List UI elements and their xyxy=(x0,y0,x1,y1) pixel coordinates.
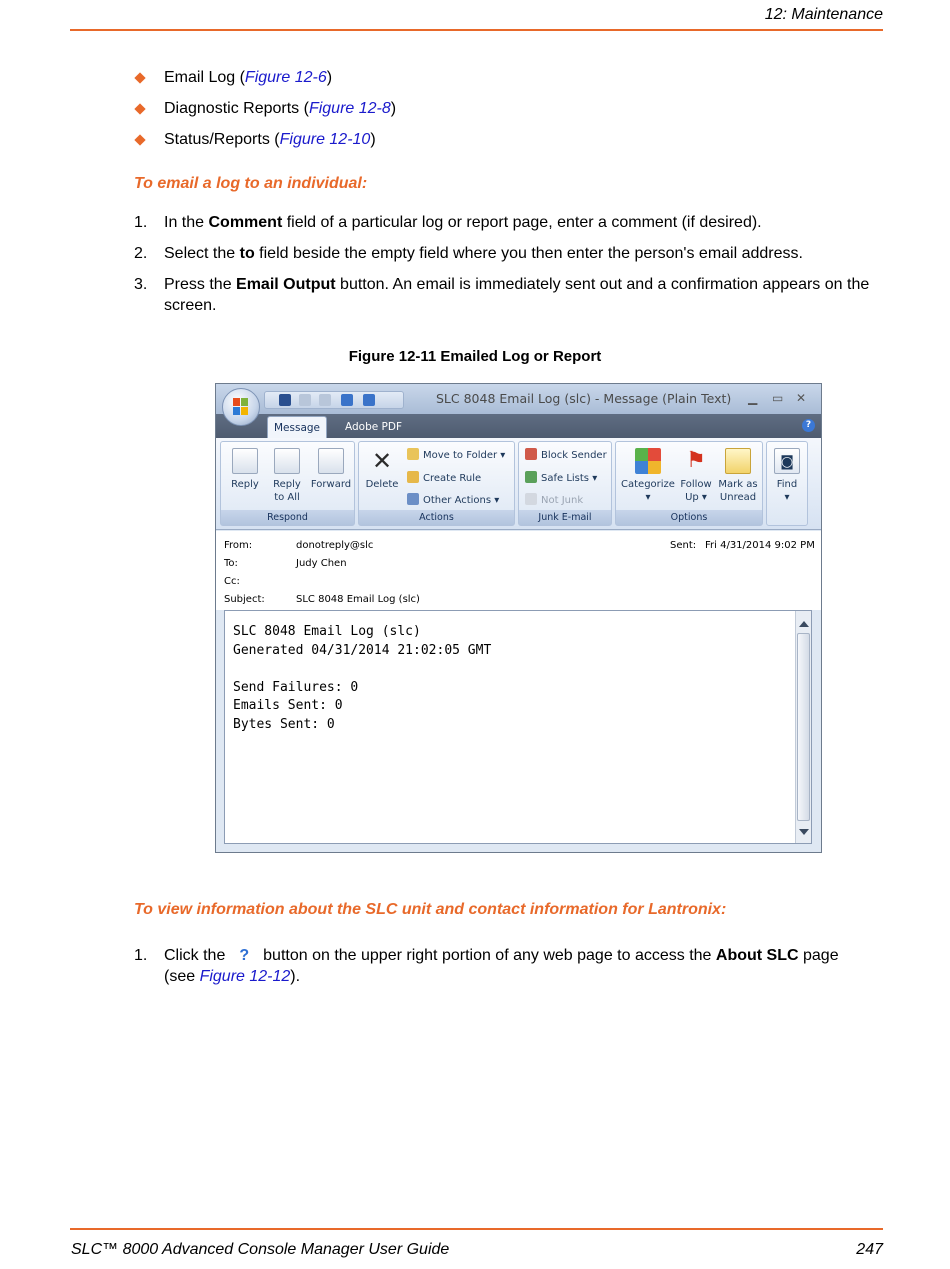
body-line: Generated 04/31/2014 21:02:05 GMT xyxy=(233,643,492,658)
window-titlebar xyxy=(216,384,821,414)
group-label: Options xyxy=(616,510,762,525)
safe-lists-button[interactable]: Safe Lists ▾ xyxy=(525,471,597,484)
undo-icon[interactable] xyxy=(299,394,311,406)
save-icon[interactable] xyxy=(279,394,291,406)
vertical-scrollbar[interactable] xyxy=(795,611,811,843)
group-label: Respond xyxy=(221,510,354,525)
group-find xyxy=(766,441,808,526)
message-body[interactable] xyxy=(224,610,812,844)
message-header xyxy=(216,531,821,610)
subject-value: SLC 8048 Email Log (slc) xyxy=(296,594,420,605)
block-sender-button[interactable]: Block Sender xyxy=(525,448,607,461)
maximize-icon[interactable]: ▭ xyxy=(772,391,784,405)
page-number: 247 xyxy=(856,1241,883,1258)
sent-value: Fri 4/31/2014 9:02 PM xyxy=(705,540,815,551)
to-value: Judy Chen xyxy=(296,558,347,569)
chapter-header: 12: Maintenance xyxy=(764,6,883,23)
tab-message[interactable]: Message xyxy=(267,416,327,438)
other-actions-button[interactable]: Other Actions ▾ xyxy=(407,493,499,506)
minimize-icon[interactable]: ▁ xyxy=(748,391,758,405)
ribbon xyxy=(216,438,821,530)
scroll-up-icon[interactable] xyxy=(799,621,809,627)
cc-label: Cc: xyxy=(224,576,240,587)
move-to-folder-button[interactable]: Move to Folder ▾ xyxy=(407,448,505,461)
forward-button[interactable]: Forward xyxy=(309,448,353,491)
reply-button[interactable]: Reply xyxy=(227,448,263,491)
sent-label: Sent: xyxy=(670,540,697,551)
forward-icon xyxy=(318,448,344,474)
delete-button[interactable]: ✕ Delete xyxy=(365,447,399,490)
email-message-screenshot xyxy=(215,383,822,853)
create-rule-button[interactable]: Create Rule xyxy=(407,471,481,484)
from-label: From: xyxy=(224,540,253,551)
reply-all-icon xyxy=(274,448,300,474)
categorize-icon xyxy=(635,448,661,474)
figure-link[interactable]: Figure 12-10 xyxy=(279,131,371,148)
folder-icon xyxy=(407,448,419,460)
group-label: Actions xyxy=(359,510,514,525)
not-junk-button[interactable]: Not Junk xyxy=(525,493,583,506)
group-junk-email xyxy=(518,441,612,526)
body-line: Emails Sent: 0 xyxy=(233,698,343,713)
figure-link[interactable]: Figure 12-6 xyxy=(244,69,327,86)
group-label: Junk E-mail xyxy=(519,510,611,525)
scroll-down-icon[interactable] xyxy=(799,829,809,835)
quick-access-toolbar xyxy=(264,391,404,409)
office-button[interactable] xyxy=(222,388,260,426)
close-icon[interactable]: ✕ xyxy=(796,391,807,405)
scroll-thumb[interactable] xyxy=(797,633,810,821)
not-junk-icon xyxy=(525,493,537,505)
footer-rule xyxy=(70,1228,883,1230)
bullet-diamond-icon xyxy=(134,103,145,114)
header-rule xyxy=(70,29,883,31)
office-logo-icon xyxy=(233,398,249,416)
help-icon[interactable]: ? xyxy=(802,419,815,432)
previous-icon[interactable] xyxy=(341,394,353,406)
figure-link[interactable]: Figure 12-8 xyxy=(308,100,391,117)
subject-label: Subject: xyxy=(224,594,265,605)
figure-link[interactable]: Figure 12-12 xyxy=(199,968,291,985)
from-value: donotreply@slc xyxy=(296,540,374,551)
figure-caption: Figure 12-11 Emailed Log or Report xyxy=(348,348,602,365)
body-line: Send Failures: 0 xyxy=(233,680,359,695)
window-title: SLC 8048 Email Log (slc) - Message (Plain Text) xyxy=(436,391,732,406)
flag-icon: ⚑ xyxy=(686,448,706,473)
body-line: SLC 8048 Email Log (slc) xyxy=(233,624,421,639)
bullet-diamond-icon xyxy=(134,72,145,83)
block-sender-icon xyxy=(525,448,537,460)
footer-title: SLC™ 8000 Advanced Console Manager User Guide xyxy=(71,1241,450,1258)
delete-x-icon: ✕ xyxy=(371,447,393,475)
group-respond xyxy=(220,441,355,526)
follow-up-button[interactable]: ⚑ Follow Up ▾ xyxy=(680,448,712,503)
procedure-heading: To view information about the SLC unit and contact information for Lantronix: xyxy=(134,901,727,918)
ribbon-tabbar xyxy=(216,414,821,438)
body-line: Bytes Sent: 0 xyxy=(233,717,335,732)
reply-all-button[interactable]: Reply to All xyxy=(269,448,305,504)
envelope-icon xyxy=(725,448,751,474)
group-actions xyxy=(358,441,515,526)
redo-icon[interactable] xyxy=(319,394,331,406)
bullet-diamond-icon xyxy=(134,134,145,145)
help-question-icon: ? xyxy=(239,947,250,964)
tab-adobe-pdf[interactable]: Adobe PDF xyxy=(345,421,403,433)
reply-icon xyxy=(232,448,258,474)
next-icon[interactable] xyxy=(363,394,375,406)
binoculars-icon: ◙ xyxy=(774,448,800,474)
other-actions-icon xyxy=(407,493,419,505)
safe-lists-icon xyxy=(525,471,537,483)
procedure-heading: To email a log to an individual: xyxy=(134,175,368,192)
categorize-button[interactable]: Categorize ▾ xyxy=(620,448,676,504)
find-button[interactable]: ◙ Find ▾ xyxy=(769,448,805,504)
to-label: To: xyxy=(224,558,238,569)
rule-icon xyxy=(407,471,419,483)
mark-as-unread-button[interactable]: Mark as Unread xyxy=(716,448,760,504)
group-options xyxy=(615,441,763,526)
